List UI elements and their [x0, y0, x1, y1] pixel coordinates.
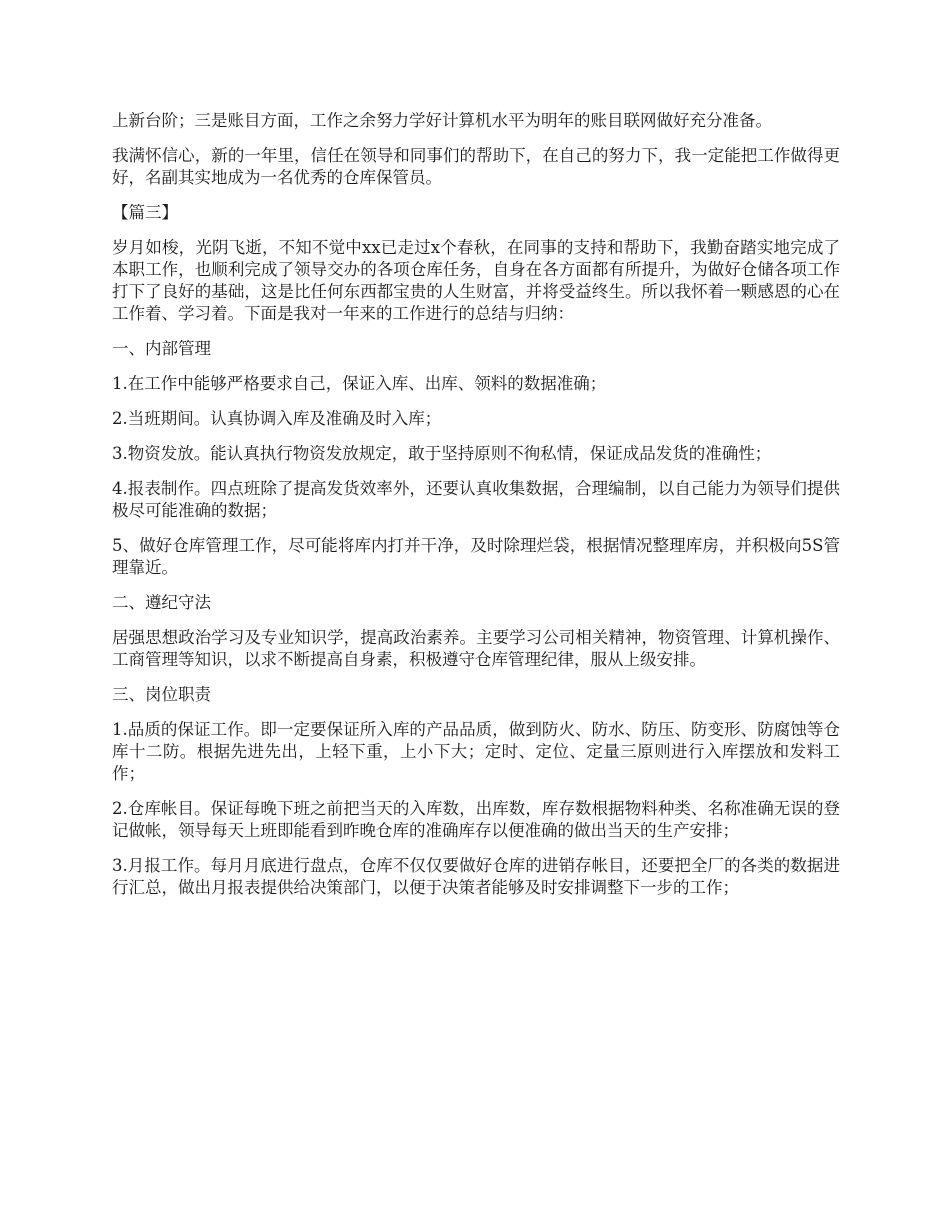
list-item-duty-2: 2.仓库帐目。保证每晚下班之前把当天的入库数，出库数，库存数根据物料种类、名称准确无误的登记做帐，领导每天上班即能看到昨晚仓库的准确库存以便准确的做出当天的生产安排； — [112, 799, 840, 840]
paragraph-summary-intro: 岁月如梭，光阴飞逝，不知不觉中xx已走过x个春秋，在同事的支持和帮助下，我勤奋踏实地完成了本职工作，也顺利完成了领导交办的各项仓库任务，自身在各方面都有所提升，为做好仓储各项工作打下了良好的基础，这是比任何东西都宝贵的人生财富，并将受益终生。所以我怀着一颗感恩的心在工作着、学习着。下面是我对一年来的工作进行的总结与归纳： — [112, 238, 840, 323]
heading-discipline: 二、遵纪守法 — [112, 593, 211, 612]
heading-internal-management: 一、内部管理 — [112, 339, 211, 358]
list-item-duty-1: 1.品质的保证工作。即一定要保证所入库的产品品质，做到防火、防水、防压、防变形、防腐蚀等仓库十二防。根据先进先出，上轻下重，上小下大；定时、定位、定量三原则进行入库摆放和发料工作； — [112, 720, 840, 783]
list-item-internal-1: 1.在工作中能够严格要求自己，保证入库、出库、领料的数据准确； — [112, 374, 607, 393]
list-item-internal-2: 2.当班期间。认真协调入库及准确及时入库； — [112, 409, 442, 428]
paragraph-confidence: 我满怀信心，新的一年里，信任在领导和同事们的帮助下，在自己的努力下，我一定能把工作做得更好，名副其实地成为一名优秀的仓库保管员。 — [112, 146, 840, 187]
list-item-internal-5: 5、做好仓库管理工作，尽可能将库内打并干净，及时除理烂袋，根据情况整理库房，并积极向5S管理靠近。 — [112, 536, 840, 577]
list-item-internal-3: 3.物资发放。能认真执行物资发放规定，敢于坚持原则不徇私情，保证成品发货的准确性； — [112, 444, 772, 463]
paragraph-intro-continuation: 上新台阶；三是账目方面，工作之余努力学好计算机水平为明年的账目联网做好充分准备。 — [112, 111, 772, 130]
list-item-duty-3: 3.月报工作。每月月底进行盘点，仓库不仅仅要做好仓库的进销存帐目，还要把全厂的各类的数据进行汇总，做出月报表提供给决策部门，以便于决策者能够及时安排调整下一步的工作； — [112, 856, 840, 897]
document-page — [112, 110, 840, 912]
paragraph-discipline: 居强思想政治学习及专业知识学，提高政治素养。主要学习公司相关精神，物资管理、计算机操作、工商管理等知识，以求不断提高自身素，积极遵守仓库管理纪律，服从上级安排。 — [112, 628, 840, 669]
section-title-part-three: 【篇三】 — [112, 203, 178, 222]
list-item-internal-4: 4.报表制作。四点班除了提高发货效率外，还要认真收集数据，合理编制，以自己能力为领导们提供极尽可能准确的数据； — [112, 479, 840, 520]
heading-job-duties: 三、岗位职责 — [112, 685, 211, 704]
